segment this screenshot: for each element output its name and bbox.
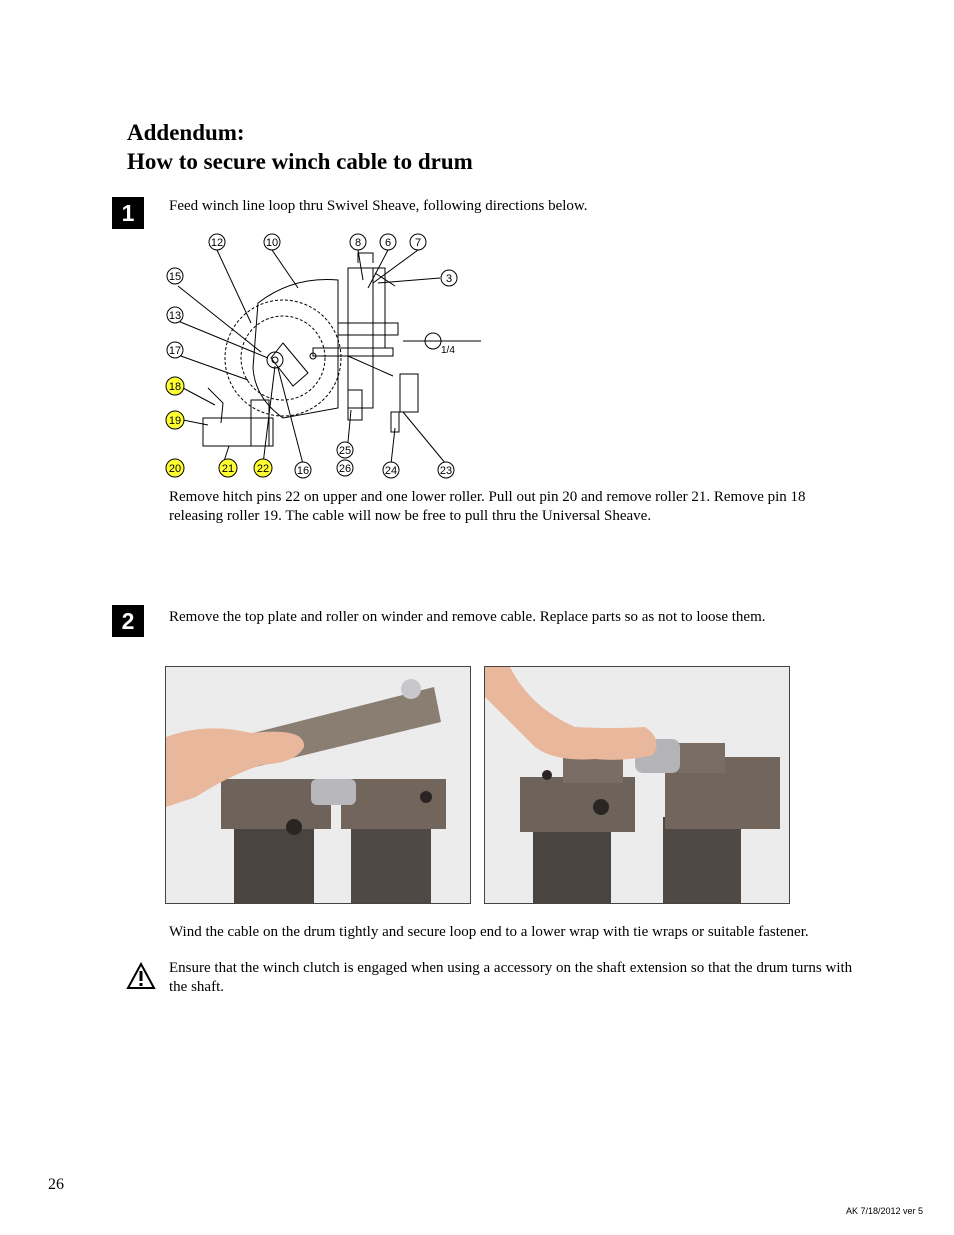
diagram-label-13: 13 <box>168 310 182 322</box>
warning-triangle-icon <box>126 962 156 990</box>
diagram-label-20: 20 <box>168 463 182 475</box>
photo-remove-top-plate <box>165 666 471 904</box>
diagram-label-6: 6 <box>384 237 392 249</box>
diagram-label-7: 7 <box>414 237 422 249</box>
svg-text:1/4: 1/4 <box>441 345 455 356</box>
step-2-instruction: Remove the top plate and roller on winder and remove cable. Replace parts so as not to loose them. <box>169 609 766 625</box>
diagram-label-18: 18 <box>168 381 182 393</box>
diagram-label-12: 12 <box>210 237 224 249</box>
step-2-badge: 2 <box>112 605 144 637</box>
page-title <box>127 118 473 176</box>
step-1-instruction: Feed winch line loop thru Swivel Sheave, following directions below. <box>169 198 588 214</box>
diagram-label-17: 17 <box>168 345 182 357</box>
diagram-label-22: 22 <box>256 463 270 475</box>
photo-remove-roller <box>484 666 790 904</box>
swivel-sheave-diagram <box>163 228 483 480</box>
diagram-label-3: 3 <box>445 273 453 285</box>
diagram-label-8: 8 <box>354 237 362 249</box>
diagram-label-19: 19 <box>168 415 182 427</box>
step-1-description: Remove hitch pins 22 on upper and one lower roller. Pull out pin 20 and remove roller 21. Remove pin 18 releasing roller 19. The cable will now be free to pull thru the Universal Sheave. <box>169 489 806 524</box>
diagram-label-21: 21 <box>221 463 235 475</box>
diagram-label-23: 23 <box>439 465 453 477</box>
diagram-label-15: 15 <box>168 271 182 283</box>
step-1-badge: 1 <box>112 197 144 229</box>
diagram-label-16: 16 <box>296 465 310 477</box>
diagram-label-10: 10 <box>265 237 279 249</box>
footer-version: AK 7/18/2012 ver 5 <box>846 1206 924 1216</box>
wind-cable-text: Wind the cable on the drum tightly and secure loop end to a lower wrap with tie wraps or suitable fastener. <box>169 924 809 940</box>
warning-text: Ensure that the winch clutch is engaged when using a accessory on the shaft extension so that the drum turns with the shaft. <box>169 960 853 995</box>
diagram-label-24: 24 <box>384 465 398 477</box>
page-number: 26 <box>48 1176 64 1193</box>
title-line-2: How to secure winch cable to drum <box>127 149 473 174</box>
title-line-1: Addendum: <box>127 120 245 145</box>
diagram-label-26: 26 <box>338 463 352 475</box>
diagram-label-25: 25 <box>338 445 352 457</box>
